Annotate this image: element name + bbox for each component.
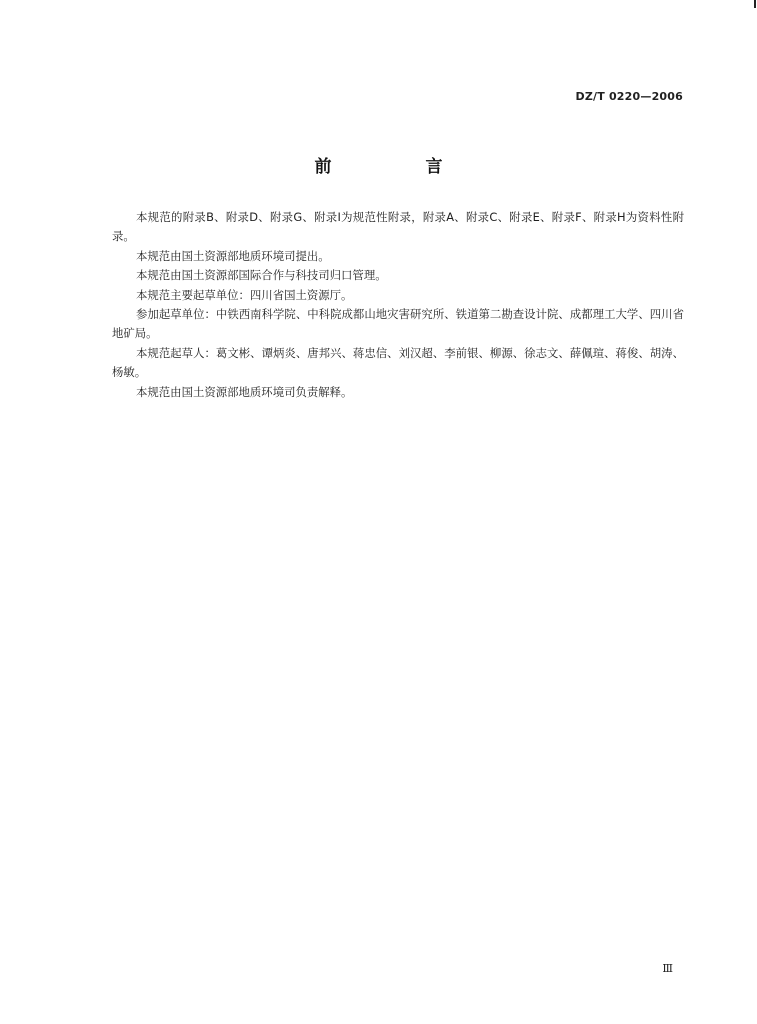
page-number: Ⅲ <box>662 962 673 975</box>
foreword-body <box>112 208 684 402</box>
paragraph-participating-units: 参加起草单位：中铁西南科学院、中科院成都山地灾害研究所、铁道第二勘查设计院、成都理工大学、四川省地矿局。 <box>112 307 684 341</box>
page-title: 前 言 <box>314 157 487 177</box>
paragraph-main-drafter: 本规范主要起草单位：四川省国土资源厅。 <box>136 287 353 302</box>
paragraph-managed-by: 本规范由国土资源部国际合作与科技司归口管理。 <box>136 268 387 283</box>
paragraph-appendices: 本规范的附录B、附录D、附录G、附录I为规范性附录，附录A、附录C、附录E、附录F、附录H为资料性附录。 <box>112 210 684 244</box>
paragraph-drafters: 本规范起草人：葛文彬、谭炳炎、唐邦兴、蒋忠信、刘汉超、李前银、柳源、徐志文、薛佩瑄、蒋俊、胡涛、杨敏。 <box>112 345 684 380</box>
paragraph-proposed-by: 本规范由国土资源部地质环境司提出。 <box>136 248 330 263</box>
paragraph-interpretation: 本规范由国土资源部地质环境司负责解释。 <box>136 384 353 399</box>
standard-code: DZ/T 0220—2006 <box>575 90 683 103</box>
corner-mark <box>754 0 756 8</box>
